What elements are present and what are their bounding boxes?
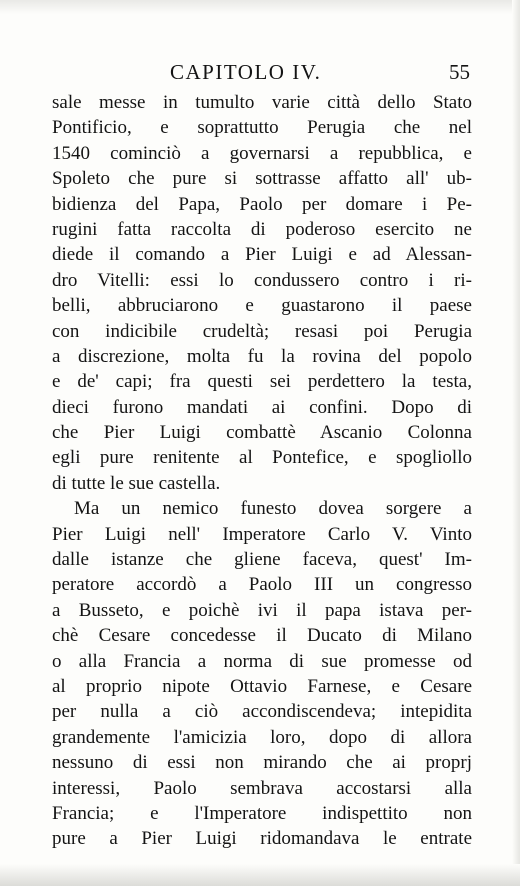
text-line: dieci furono mandati ai confini. Dopo di (52, 396, 472, 418)
text-line: Pontificio, e soprattutto Perugia che nel (52, 117, 472, 139)
text-line: a Busseto, e poichè ivi il papa istava per- (52, 599, 472, 621)
text-line: Spoleto che pure si sottrasse affatto all' ub- (52, 168, 472, 190)
text-line: diede il comando a Pier Luigi e ad Alessan- (52, 244, 472, 266)
text-line: grandemente l'amicizia loro, dopo di allora (52, 726, 472, 748)
paragraph-end-line: di tutte le sue castella. (52, 472, 221, 494)
text-line: per nulla a ciò accondiscendeva; intepidita (52, 701, 472, 723)
text-line: o alla Francia a norma di sue promesse od (52, 650, 472, 672)
text-line: nessuno di essi non mirando che ai proprj (52, 752, 472, 774)
running-title: CAPITOLO IV. (170, 60, 322, 84)
text-line: sale messe in tumulto varie città dello Stato (52, 92, 472, 113)
text-line: egli pure renitente al Pontefice, e spogliollo (52, 447, 472, 469)
text-line: rugini fatta raccolta di poderoso esercito ne (52, 218, 472, 240)
text-line: Pier Luigi nell' Imperatore Carlo V. Vinto (52, 523, 472, 545)
page-header (52, 60, 470, 88)
paragraph-start-line: Ma un nemico funesto dovea sorgere a (74, 498, 472, 520)
page-bottom-edge (0, 864, 520, 886)
text-line: 1540 cominciò a governarsi a repubblica, e (52, 142, 472, 164)
text-line: a discrezione, molta fu la rovina del popolo (52, 345, 472, 367)
text-line: Francia; e l'Imperatore indispettito non (52, 802, 472, 824)
text-line: dalle istanze che gliene faceva, quest' Im- (52, 549, 472, 571)
text-line: peratore accordò a Paolo III un congresso (52, 574, 472, 596)
text-line: interessi, Paolo sembrava accostarsi alla (52, 777, 472, 799)
text-line: che Pier Luigi combattè Ascanio Colonna (52, 422, 472, 444)
text-line: e de' capi; fra questi sei perdettero la testa, (52, 371, 472, 393)
text-line: belli, abbruciarono e guastarono il paese (52, 295, 472, 317)
text-line: dro Vitelli: essi lo condussero contro i ri- (52, 269, 472, 291)
text-line: con indicibile crudeltà; resasi poi Perugia (52, 320, 472, 342)
body-text (52, 90, 472, 852)
text-line: bidienza del Papa, Paolo per domare i Pe- (52, 193, 472, 215)
page-number: 55 (449, 60, 470, 84)
text-line: chè Cesare concedesse il Ducato di Milano (52, 625, 472, 647)
page-top-edge (0, 0, 520, 14)
text-line: pure a Pier Luigi ridomandava le entrate (52, 828, 472, 850)
text-line: al proprio nipote Ottavio Farnese, e Cesare (52, 675, 472, 697)
page-right-edge (512, 0, 520, 886)
